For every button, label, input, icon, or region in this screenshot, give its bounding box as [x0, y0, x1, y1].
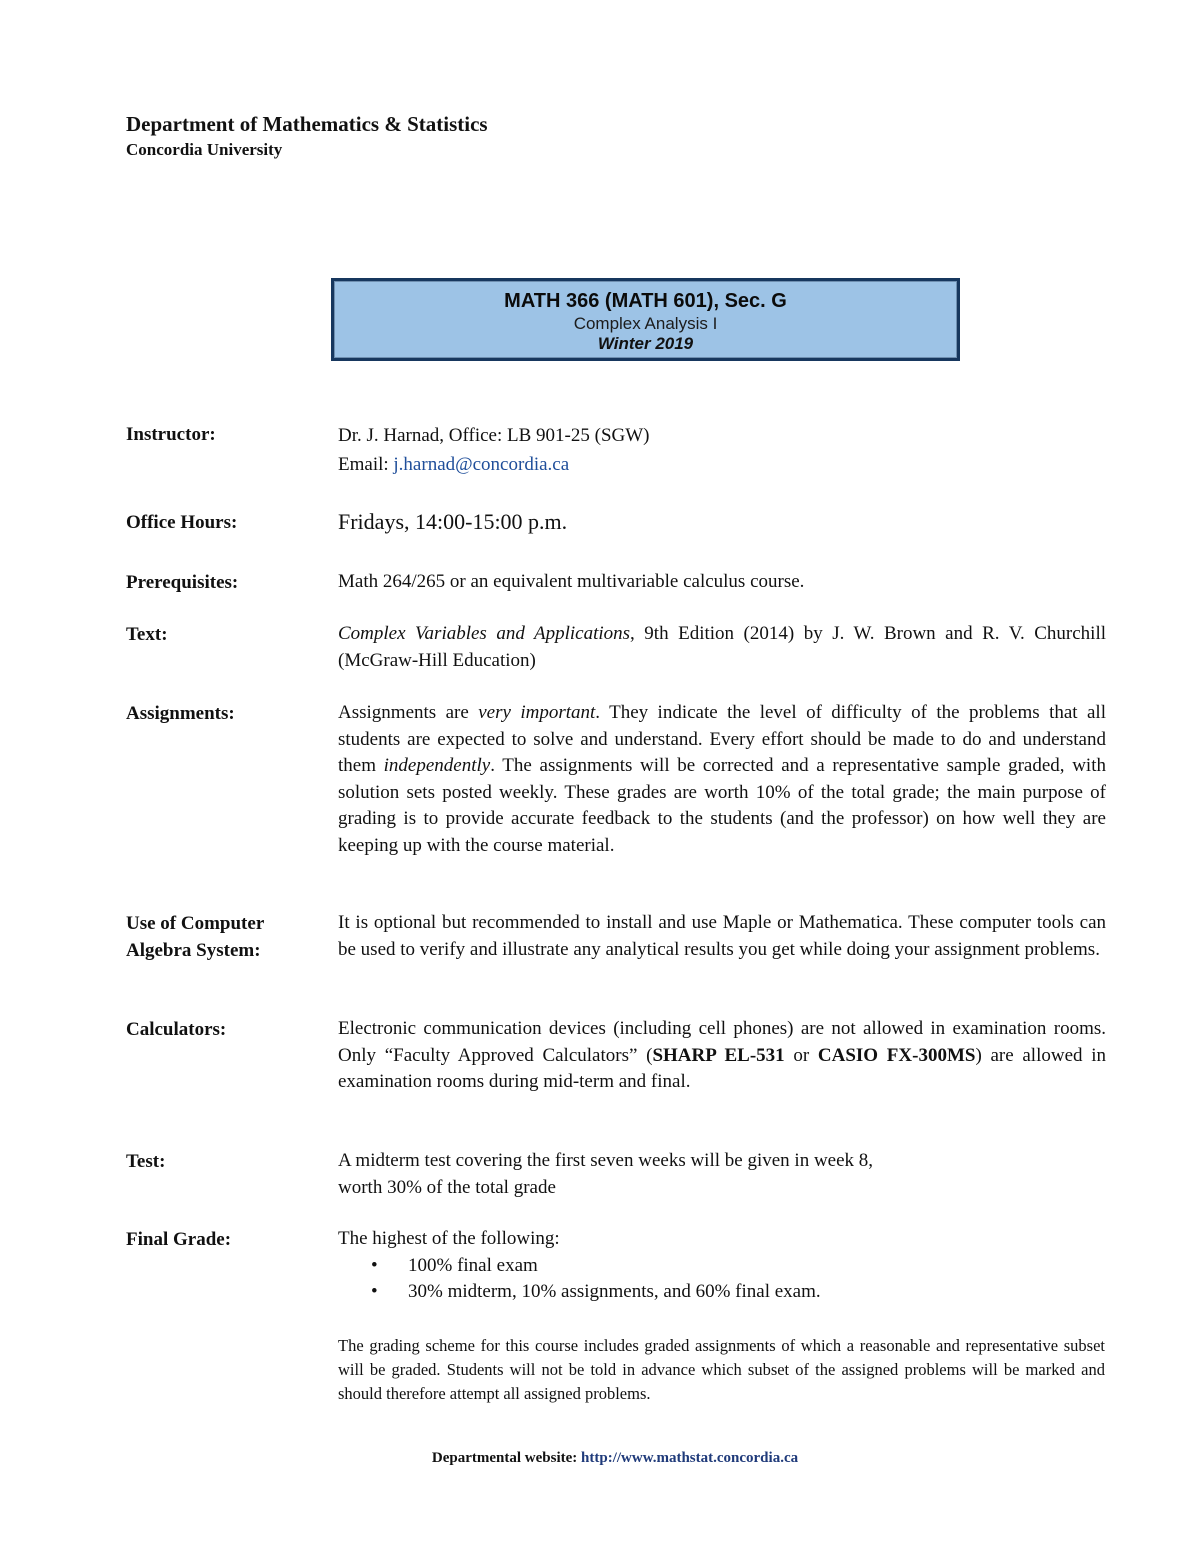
test-line-1: A midterm test covering the first seven weeks will be given in week 8,: [338, 1150, 874, 1171]
textbook-details: , 9th Edition (2014) by J. W. Brown and R. V. Churchill (McGraw-Hill Education): [338, 623, 1106, 671]
cas-label-line-1: Use of Computer: [126, 913, 265, 934]
course-term: Winter 2019: [597, 334, 694, 353]
calculator-model-2: CASIO FX-300MS: [817, 1044, 976, 1066]
list-item: • 100% final exam: [408, 1253, 1106, 1280]
department-heading: Department of Mathematics & Statistics: [126, 112, 488, 136]
textbook-value: [338, 621, 1106, 674]
department-website-link[interactable]: http://www.mathstat.concordia.ca: [581, 1450, 799, 1466]
instructor-email-link[interactable]: j.harnad@concordia.ca: [393, 454, 570, 475]
assignments-value: [338, 700, 1106, 859]
cas-value: It is optional but recommended to install and use Maple or Mathematica. These computer tools can be used to verify and illustrate any analytical results you get while doing your assignment problems.: [338, 912, 1106, 960]
test-line-2: worth 30% of the total grade: [338, 1176, 556, 1198]
final-grade-options: [338, 1253, 1106, 1306]
final-grade-intro: The highest of the following:: [338, 1228, 560, 1249]
calculators-label: Calculators:: [126, 1019, 227, 1040]
calculators-text-3: ) are allowed in examination rooms during mid-term and final.: [338, 1044, 1106, 1092]
calculators-text-1: Electronic communication devices (including cell phones) are not allowed in examination rooms. Only “Faculty Approved Calculators” (: [338, 1018, 1106, 1066]
university-name: Concordia University: [126, 140, 283, 159]
textbook-label: Text:: [126, 624, 168, 645]
footer-label: Departmental website:: [431, 1450, 582, 1466]
test-value: [338, 1148, 1106, 1201]
instructor-value: [338, 421, 1106, 479]
assignments-text-1: Assignments are: [338, 702, 479, 723]
calculator-model-1: SHARP EL-531: [652, 1044, 785, 1066]
assignments-emphasis-2: independently: [383, 755, 491, 776]
prerequisites-value: Math 264/265 or an equivalent multivariable calculus course.: [338, 571, 805, 592]
office-hours-value: Fridays, 14:00-15:00 p.m.: [338, 509, 568, 534]
calculators-text-2: or: [784, 1044, 818, 1066]
final-grade-value: [338, 1226, 1106, 1306]
prerequisites-label: Prerequisites:: [126, 572, 239, 593]
cas-label: [126, 910, 326, 964]
list-item: • 30% midterm, 10% assignments, and 60% final exam.: [408, 1279, 1106, 1306]
grading-note: The grading scheme for this course includes graded assignments of which a reasonable and representative subset will be graded. Students will not be told in advance which subset of the assigned problems will be marked and should therefore attempt all assigned problems.: [338, 1336, 1105, 1403]
assignments-label: Assignments:: [126, 703, 235, 724]
test-label: Test:: [126, 1151, 166, 1172]
assignments-text-2: . They indicate the level of difficulty of the problems that all students are expected to solve and understand. Every effort should be made to do and understand them: [338, 702, 1106, 776]
assignments-text-3: . The assignments will be corrected and a representative sample graded, with solution sets posted weekly. These grades are worth 10% of the total grade; the main purpose of grading is to provide accurate feedback to the students (and the professor) on how well they are keeping up with the course material.: [338, 755, 1106, 856]
cas-label-line-2: Algebra System:: [126, 940, 261, 961]
assignments-emphasis-1: very important: [478, 702, 596, 723]
course-code: MATH 366 (MATH 601), Sec. G: [504, 290, 787, 312]
footer: [0, 1450, 1200, 1467]
final-grade-label: Final Grade:: [126, 1229, 232, 1250]
instructor-label: Instructor:: [126, 424, 216, 445]
email-prefix: Email:: [338, 454, 394, 475]
instructor-email-line: [338, 450, 1106, 479]
office-hours-label: Office Hours:: [126, 512, 238, 533]
textbook-title: Complex Variables and Applications: [338, 623, 631, 644]
calculators-value: [338, 1016, 1106, 1096]
instructor-office: Dr. J. Harnad, Office: LB 901-25 (SGW): [338, 425, 650, 446]
course-name: Complex Analysis I: [573, 314, 718, 333]
course-title-box: [331, 278, 960, 361]
